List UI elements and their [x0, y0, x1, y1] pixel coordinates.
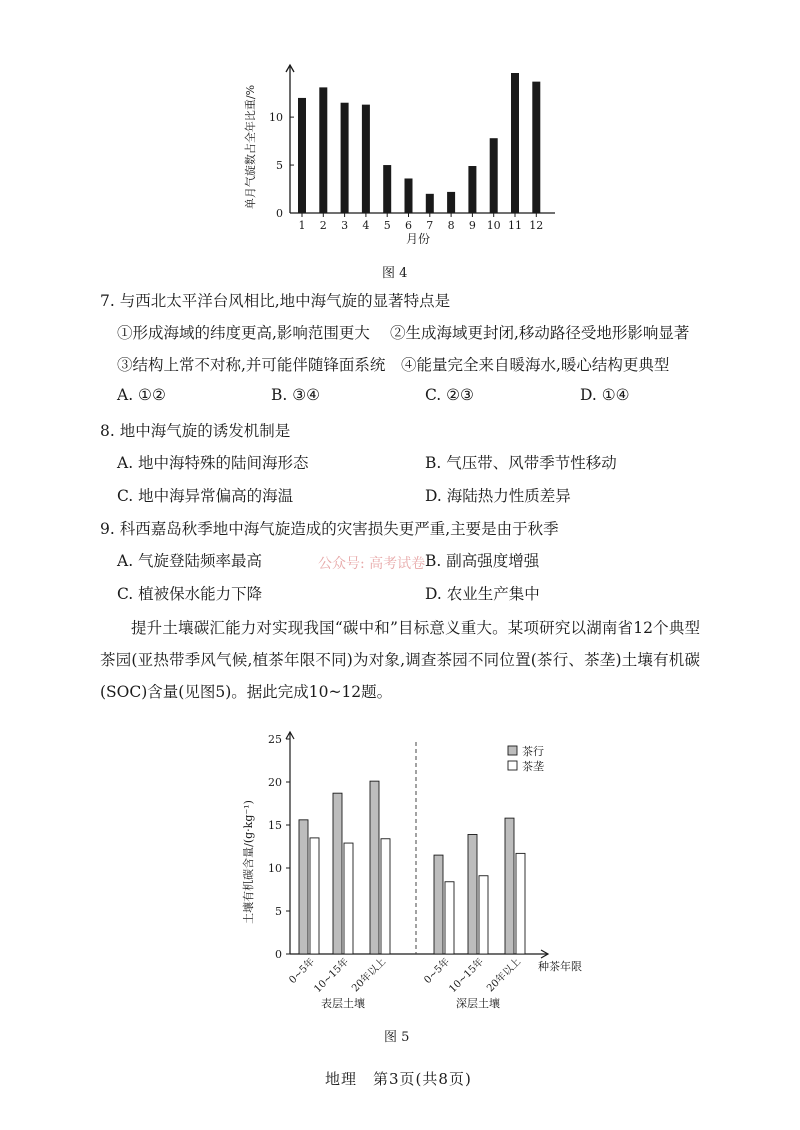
fig5-x-tick-label: 10~15年 — [447, 956, 487, 996]
fig5-legend-swatch — [508, 746, 517, 755]
fig4-x-tick-label: 6 — [405, 219, 412, 232]
figure-4-caption: 图 4 — [382, 266, 408, 281]
fig4-x-tick-label: 3 — [341, 219, 349, 232]
fig5-bar-chahang — [505, 818, 514, 954]
fig5-x-tick-label: 10~15年 — [312, 956, 352, 996]
question-7-option-d[interactable]: D. ①④ — [580, 386, 630, 404]
question-8-option-d[interactable]: D. 海陆热力性质差异 — [425, 487, 571, 505]
fig4-x-tick-label: 9 — [468, 219, 476, 232]
question-8-option-b[interactable]: B. 气压带、风带季节性移动 — [425, 454, 617, 472]
question-8-option-a[interactable]: A. 地中海特殊的陆间海形态 — [117, 454, 309, 472]
figure-4-chart — [240, 55, 560, 250]
material-paragraph: 提升土壤碳汇能力对实现我国“碳中和”目标意义重大。某项研究以湖南省12个典型茶园(亚热带季风气候,植茶年限不同)为对象,调查茶园不同位置(茶行、茶垄)土壤有机碳(SOC)含量(见图5)。据此完成10~12题。 — [100, 619, 700, 701]
fig5-bar-chalong — [310, 838, 319, 954]
fig4-bar — [511, 73, 519, 213]
fig4-bar — [341, 103, 349, 213]
fig4-y-tick-label: 5 — [276, 159, 283, 173]
question-9-option-d[interactable]: D. 农业生产集中 — [425, 585, 540, 603]
fig4-x-tick-label: 7 — [426, 219, 434, 232]
fig5-y-tick-label: 25 — [268, 733, 282, 746]
question-7-option-b[interactable]: B. ③④ — [271, 386, 321, 404]
question-9-stem: 9. 科西嘉岛秋季地中海气旋造成的灾害损失更严重,主要是由于秋季 — [100, 520, 559, 538]
question-7-option-a[interactable]: A. ①② — [117, 386, 166, 404]
fig5-x-tick-label: 20年以上 — [350, 956, 389, 995]
fig4-bar — [405, 178, 413, 213]
fig4-x-tick-label: 2 — [319, 219, 327, 232]
fig4-x-tick-label: 11 — [508, 219, 522, 232]
fig5-y-tick-label: 5 — [275, 905, 282, 918]
fig5-y-tick-label: 0 — [275, 948, 282, 961]
fig4-bar — [319, 87, 327, 213]
question-9-option-b[interactable]: B. 副高强度增强 — [425, 552, 540, 570]
fig4-y-axis-label: 单月气旋数占全年比重/% — [244, 84, 257, 210]
fig5-group-label-deep: 深层土壤 — [456, 997, 500, 1010]
fig4-y-tick-label: 10 — [269, 111, 283, 125]
fig5-y-tick-label: 20 — [268, 776, 282, 789]
question-9-option-a[interactable]: A. 气旋登陆频率最高 — [117, 552, 263, 570]
fig5-legend-swatch — [508, 761, 517, 770]
question-7-statement-2: ②生成海域更封闭,移动路径受地形影响显著 — [390, 324, 690, 342]
fig5-bar-chalong — [381, 839, 390, 954]
fig4-bar — [426, 194, 434, 213]
fig5-y-tick-label: 15 — [268, 819, 282, 832]
question-7-statement-1: ①形成海域的纬度更高,影响范围更大 — [117, 324, 370, 342]
fig5-bar-chalong — [445, 882, 454, 954]
question-8-stem: 8. 地中海气旋的诱发机制是 — [100, 422, 291, 440]
fig5-x-tick-label: 20年以上 — [485, 956, 524, 995]
fig5-bar-chahang — [370, 781, 379, 954]
fig4-bar — [383, 165, 391, 213]
fig5-legend-label: 茶垄 — [522, 760, 544, 773]
question-7-statement-3: ③结构上常不对称,并可能伴随锋面系统 — [117, 356, 386, 374]
fig5-bar-chalong — [344, 843, 353, 954]
fig4-x-tick-label: 10 — [486, 219, 501, 232]
fig5-group-label-surface: 表层土壤 — [321, 997, 365, 1010]
fig4-bar — [362, 105, 370, 213]
fig4-y-tick-label: 0 — [276, 207, 283, 220]
fig5-bar-chahang — [333, 793, 342, 954]
fig4-x-tick-label: 5 — [383, 219, 391, 232]
fig4-bar — [447, 192, 455, 213]
watermark-text: 公众号: 高考试卷 — [318, 556, 426, 572]
fig5-bar-chahang — [434, 855, 443, 954]
fig5-bar-chahang — [468, 834, 477, 954]
question-7-stem: 7. 与西北太平洋台风相比,地中海气旋的显著特点是 — [100, 292, 451, 310]
fig5-y-tick-label: 10 — [268, 862, 282, 875]
question-7-option-c[interactable]: C. ②③ — [425, 386, 474, 404]
fig5-x-tick-label: 0~5年 — [422, 956, 453, 987]
fig5-x-tick-label: 0~5年 — [287, 956, 318, 987]
fig5-bar-chalong — [479, 876, 488, 954]
fig4-x-tick-label: 8 — [447, 219, 455, 232]
fig5-y-axis-label: 土壤有机碳含量/(g·kg⁻¹) — [242, 800, 255, 924]
fig4-x-tick-label: 1 — [298, 219, 306, 232]
fig4-bar — [490, 138, 498, 213]
fig5-legend-label: 茶行 — [522, 745, 544, 758]
fig4-x-tick-label: 4 — [362, 219, 370, 232]
fig5-bar-chalong — [516, 853, 525, 954]
fig4-bar — [532, 82, 540, 213]
figure-5-caption: 图 5 — [384, 1030, 410, 1045]
fig4-x-axis-label: 月份 — [405, 232, 431, 246]
fig4-bar — [468, 166, 476, 213]
fig4-x-tick-label: 12 — [529, 219, 544, 232]
fig5-x-axis-label: 种茶年限 — [538, 960, 582, 973]
fig4-bar — [298, 98, 306, 213]
figure-5-chart — [230, 722, 600, 1022]
question-9-option-c[interactable]: C. 植被保水能力下降 — [117, 585, 263, 603]
question-8-option-c[interactable]: C. 地中海异常偏高的海温 — [117, 487, 294, 505]
question-7-statement-4: ④能量完全来自暖海水,暖心结构更典型 — [401, 356, 670, 374]
page-footer: 地理 第3页(共8页) — [325, 1070, 472, 1088]
fig5-bar-chahang — [299, 820, 308, 954]
